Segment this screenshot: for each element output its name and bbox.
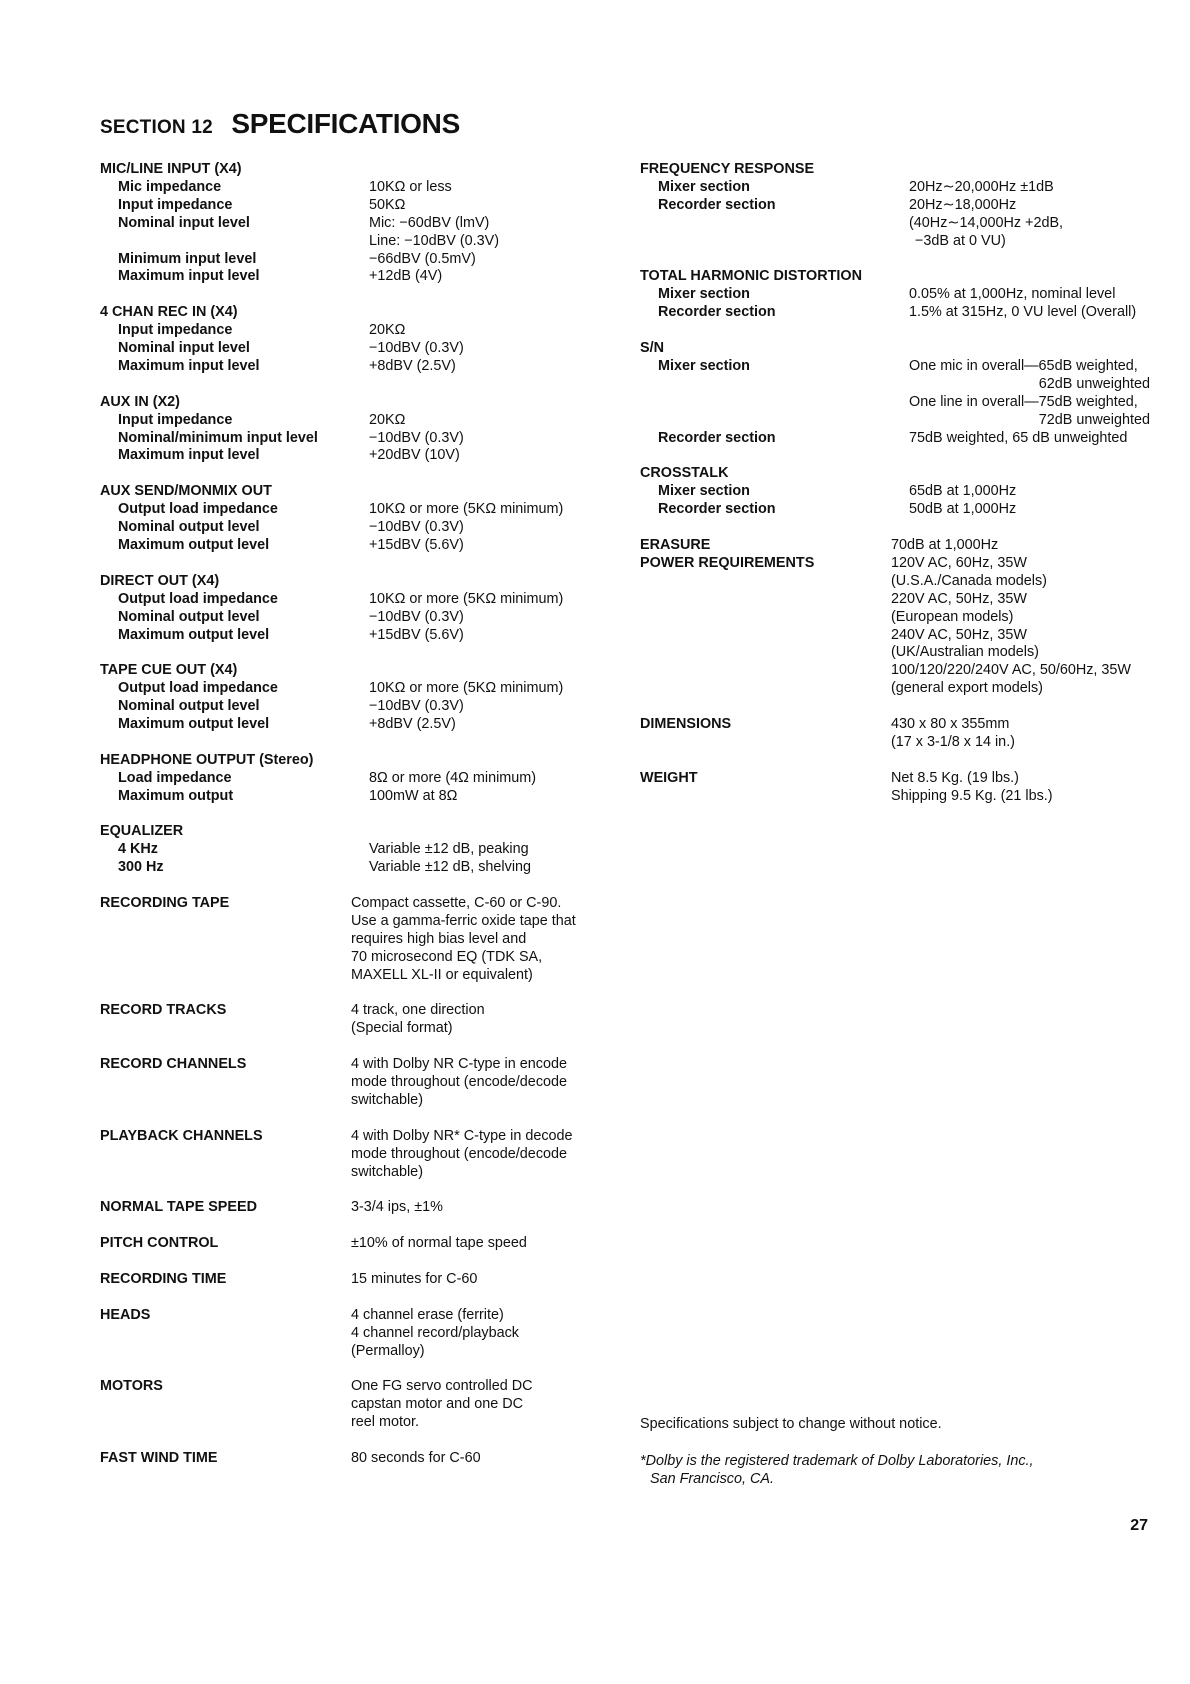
spec-value: (European models) [891,608,1014,625]
spec-group-erasure-power [640,537,1160,698]
spec-value: 65dB at 1,000Hz [909,483,1017,500]
spec-value: 3-3/4 ips, ±1% [351,1199,443,1216]
spec-group [100,483,640,555]
spec-value: (U.S.A./Canada models) [891,572,1047,589]
spec-group-title: FAST WIND TIME [100,1449,218,1466]
spec-value: (40Hz∼14,000Hz +2dB, [909,214,1064,231]
spec-group [100,1128,640,1182]
spec-group [100,662,640,734]
spec-value: (17 x 3-1/8 x 14 in.) [891,733,1015,750]
spec-value: requires high bias level and [351,930,527,947]
dolby-footnote [640,1452,1034,1488]
spec-value: −10dBV (0.3V) [369,340,464,357]
spec-group [100,1002,640,1038]
spec-value: −10dBV (0.3V) [369,608,464,625]
spec-label: Output load impedance [118,590,278,607]
spec-group [100,1199,640,1217]
spec-value: mode throughout (encode/decode [351,1074,568,1091]
spec-label: Output load impedance [118,680,278,697]
spec-value: Compact cassette, C-60 or C-90. [351,895,562,912]
spec-label: Maximum output level [118,716,270,733]
spec-group-title: RECORD TRACKS [100,1002,227,1019]
spec-group [100,1378,640,1432]
spec-group-title: NORMAL TAPE SPEED [100,1199,257,1216]
spec-group-frequency-response [640,161,1160,251]
spec-value: Shipping 9.5 Kg. (21 lbs.) [891,787,1053,804]
spec-group-title: EQUALIZER [100,823,184,840]
spec-value: 10KΩ or less [369,178,452,195]
spec-value: (Permalloy) [351,1342,425,1359]
spec-label: Recorder section [658,304,776,321]
spec-value: One mic in overall—65dB weighted, [909,357,1138,374]
spec-values [891,555,1160,698]
spec-value: −10dBV (0.3V) [369,698,464,715]
spec-value: One FG servo controlled DC [351,1378,533,1395]
spec-label: Mixer section [658,286,750,303]
spec-group-title: DIMENSIONS [640,716,732,733]
spec-value: 430 x 80 x 355mm [891,716,1010,733]
section-number: SECTION 12 [100,117,213,138]
spec-group [100,895,640,985]
spec-group-title: S/N [640,340,664,357]
spec-group-title: PITCH CONTROL [100,1235,219,1252]
spec-group [100,823,640,877]
spec-value: +8dBV (2.5V) [369,716,456,733]
spec-value: 20KΩ [369,322,406,339]
spec-label: Nominal output level [118,698,260,715]
spec-label: 300 Hz [118,859,164,876]
right-spec-column [640,161,1160,823]
spec-label: Input impedance [118,322,233,339]
spec-group-title: WEIGHT [640,769,698,786]
spec-value: 4 track, one direction [351,1002,485,1019]
spec-group-title: DIRECT OUT (X4) [100,572,220,589]
spec-value: 62dB unweighted [1038,375,1150,392]
change-notice: Specifications subject to change without notice. [640,1416,942,1432]
spec-label: Mixer section [658,357,750,374]
spec-group-title: RECORD CHANNELS [100,1056,247,1073]
spec-label: Minimum input level [118,250,257,267]
spec-value: Variable ±12 dB, peaking [369,841,529,858]
spec-value: −66dBV (0.5mV) [369,250,476,267]
spec-value: 72dB unweighted [1038,411,1150,428]
spec-group [100,161,640,286]
spec-value: mode throughout (encode/decode [351,1145,568,1162]
spec-value: 15 minutes for C-60 [351,1270,478,1287]
spec-value: 120V AC, 60Hz, 35W [891,554,1027,571]
spec-group [100,1307,640,1361]
spec-value: −10dBV (0.3V) [369,519,464,536]
spec-group-title: HEADPHONE OUTPUT (Stereo) [100,751,314,768]
spec-label: Maximum output level [118,626,270,643]
spec-value: 75dB weighted, 65 dB unweighted [909,429,1128,446]
spec-value: ±10% of normal tape speed [351,1235,527,1252]
spec-group-title: FREQUENCY RESPONSE [640,161,815,177]
spec-value: 220V AC, 50Hz, 35W [891,590,1027,607]
spec-value: +20dBV (10V) [369,447,460,464]
spec-label: Input impedance [118,196,233,213]
spec-group-crosstalk [640,465,1160,519]
spec-group-title: MIC/LINE INPUT (X4) [100,161,242,177]
spec-label: Mic impedance [118,178,222,195]
spec-value: 8Ω or more (4Ω minimum) [369,769,537,786]
spec-value: 70dB at 1,000Hz [891,536,999,553]
spec-label: 4 KHz [118,841,158,858]
spec-label: Nominal/minimum input level [118,429,318,446]
spec-group-title: PLAYBACK CHANNELS [100,1127,263,1144]
spec-value: +12dB (4V) [369,268,443,285]
spec-label: Recorder section [658,429,776,446]
spec-label: Maximum output level [118,536,270,553]
spec-group [100,1235,640,1253]
spec-group-title: CROSSTALK [640,465,729,482]
spec-group [100,1450,640,1468]
spec-label: Nominal input level [118,340,250,357]
spec-value: 4 channel erase (ferrite) [351,1306,504,1323]
spec-value: switchable) [351,1091,423,1108]
spec-label: Output load impedance [118,501,278,518]
spec-group-dimensions [640,716,1160,752]
page-header [100,108,460,140]
spec-label: Nominal output level [118,519,260,536]
spec-value: 4 with Dolby NR* C-type in decode [351,1127,573,1144]
spec-group-title: 4 CHAN REC IN (X4) [100,304,238,321]
spec-label: Maximum input level [118,447,260,464]
spec-group [100,304,640,376]
spec-value: 80 seconds for C-60 [351,1449,481,1466]
spec-value: 100/120/220/240V AC, 50/60Hz, 35W [891,662,1132,679]
spec-value: Use a gamma-ferric oxide tape that [351,912,576,929]
spec-label: Nominal output level [118,608,260,625]
spec-value: 4 channel record/playback [351,1324,519,1341]
spec-group-sn [640,340,1160,447]
spec-label: Nominal input level [118,214,250,231]
left-spec-column [100,161,640,1486]
spec-label: Mixer section [658,178,750,195]
spec-value: (Special format) [351,1020,453,1037]
spec-value: Line: −10dBV (0.3V) [369,232,500,249]
spec-label: Input impedance [118,411,233,428]
spec-group [100,573,640,645]
page-number: 27 [1130,1517,1148,1534]
spec-value: 50dB at 1,000Hz [909,501,1017,518]
footnote-line: *Dolby is the registered trademark of Dolby Laboratories, Inc., [640,1453,1034,1469]
spec-label: Mixer section [658,483,750,500]
spec-value: 1.5% at 315Hz, 0 VU level (Overall) [909,304,1137,321]
spec-value: −10dBV (0.3V) [369,429,464,446]
spec-value: MAXELL XL-II or equivalent) [351,966,533,983]
spec-group-title: AUX IN (X2) [100,393,180,410]
spec-label: Recorder section [658,501,776,518]
spec-label: Maximum output [118,787,234,804]
spec-value: +15dBV (5.6V) [369,626,464,643]
spec-value: 50KΩ [369,196,406,213]
spec-value: 10KΩ or more (5KΩ minimum) [369,501,564,518]
spec-value: 20Hz∼18,000Hz [909,196,1017,213]
spec-value: 20Hz∼20,000Hz ±1dB [909,178,1054,195]
spec-group [100,394,640,466]
spec-value: switchable) [351,1163,423,1180]
spec-label: Maximum input level [118,357,260,374]
spec-value: 100mW at 8Ω [369,787,458,804]
spec-group-title: TOTAL HARMONIC DISTORTION [640,268,862,285]
spec-group-title: RECORDING TAPE [100,895,230,912]
spec-value: (general export models) [891,680,1043,697]
spec-value: 4 with Dolby NR C-type in encode [351,1056,567,1073]
spec-group [100,1271,640,1289]
spec-value: One line in overall—75dB weighted, [909,393,1138,410]
spec-value: 0.05% at 1,000Hz, nominal level [909,286,1116,303]
spec-group-weight [640,770,1160,806]
spec-value: 10KΩ or more (5KΩ minimum) [369,680,564,697]
spec-value: 20KΩ [369,411,406,428]
spec-group-title: RECORDING TIME [100,1270,227,1287]
spec-value: Net 8.5 Kg. (19 lbs.) [891,769,1019,786]
spec-value: Mic: −60dBV (lmV) [369,214,490,231]
spec-value: reel motor. [351,1414,419,1431]
spec-label: Recorder section [658,196,776,213]
spec-group [100,1056,640,1110]
footnote-line: San Francisco, CA. [650,1471,774,1487]
spec-value: 70 microsecond EQ (TDK SA, [351,948,543,965]
spec-value: +8dBV (2.5V) [369,357,456,374]
spec-label: Load impedance [118,769,232,786]
spec-group-title: TAPE CUE OUT (X4) [100,662,238,679]
spec-group-title: HEADS [100,1306,151,1323]
spec-group-thd [640,268,1160,322]
spec-value: 10KΩ or more (5KΩ minimum) [369,590,564,607]
spec-group [100,752,640,806]
spec-group-title: POWER REQUIREMENTS [640,554,815,571]
spec-value: −3dB at 0 VU) [915,232,1006,249]
spec-value: 240V AC, 50Hz, 35W [891,626,1027,643]
spec-value: capstan motor and one DC [351,1396,523,1413]
spec-value: (UK/Australian models) [891,644,1039,661]
spec-value: Variable ±12 dB, shelving [369,859,532,876]
spec-group-title: AUX SEND/MONMIX OUT [100,483,272,500]
spec-value: +15dBV (5.6V) [369,536,464,553]
spec-label: Maximum input level [118,268,260,285]
spec-group-title: ERASURE [640,536,711,553]
page-title: SPECIFICATIONS [231,108,460,139]
spec-group-title: MOTORS [100,1378,163,1395]
